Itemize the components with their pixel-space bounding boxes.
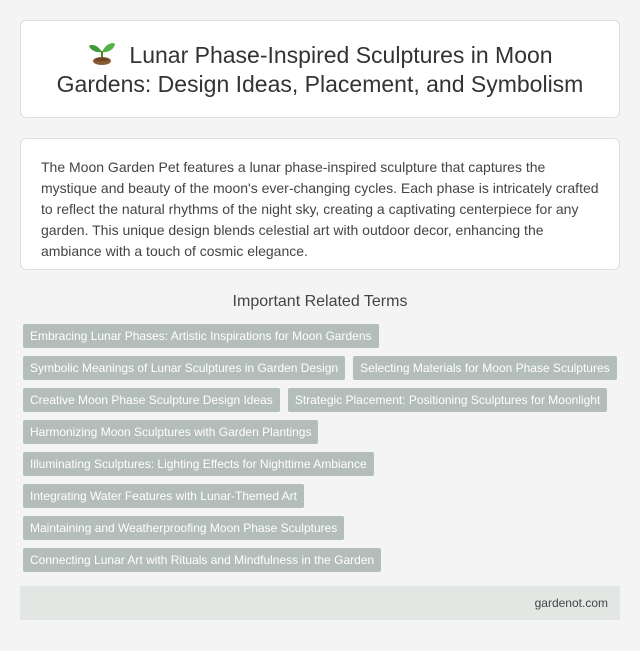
related-term-tag[interactable]: Strategic Placement: Positioning Sculptures for Moonlight bbox=[288, 388, 608, 412]
related-terms-list bbox=[20, 324, 620, 572]
related-term-tag[interactable]: Embracing Lunar Phases: Artistic Inspirations for Moon Gardens bbox=[23, 324, 379, 348]
related-term-tag[interactable]: Maintaining and Weatherproofing Moon Phase Sculptures bbox=[23, 516, 344, 540]
page-title-text: Lunar Phase-Inspired Sculptures in Moon Gardens: Design Ideas, Placement, and Symbolism bbox=[56, 41, 584, 97]
related-term-tag[interactable]: Symbolic Meanings of Lunar Sculptures in Garden Design bbox=[23, 356, 345, 380]
page-title bbox=[45, 40, 595, 99]
description-text: The Moon Garden Pet features a lunar phase-inspired sculpture that captures the mystique and beauty of the moon's ever-changing cycles. Each phase is intricately crafted to reflect the natural rhythms of the night sky, creating a captivating centerpiece for any garden. This unique design blends celestial art with outdoor decor, enhancing the ambiance with a touch of cosmic elegance. bbox=[41, 159, 599, 259]
title-card bbox=[20, 20, 620, 118]
related-term-tag[interactable]: Integrating Water Features with Lunar-Themed Art bbox=[23, 484, 304, 508]
description-card bbox=[20, 138, 620, 270]
related-terms-heading: Important Related Terms bbox=[232, 293, 408, 310]
sprout-icon bbox=[87, 40, 117, 66]
related-term-tag[interactable]: Creative Moon Phase Sculpture Design Ideas bbox=[23, 388, 280, 412]
footer-site-name: gardenot.com bbox=[534, 596, 608, 610]
related-term-tag[interactable]: Selecting Materials for Moon Phase Sculptures bbox=[353, 356, 616, 380]
related-term-tag[interactable]: Harmonizing Moon Sculptures with Garden Plantings bbox=[23, 420, 318, 444]
footer bbox=[20, 586, 620, 620]
related-term-tag[interactable]: Connecting Lunar Art with Rituals and Mindfulness in the Garden bbox=[23, 548, 381, 572]
related-term-tag[interactable]: Illuminating Sculptures: Lighting Effects for Nighttime Ambiance bbox=[23, 452, 374, 476]
